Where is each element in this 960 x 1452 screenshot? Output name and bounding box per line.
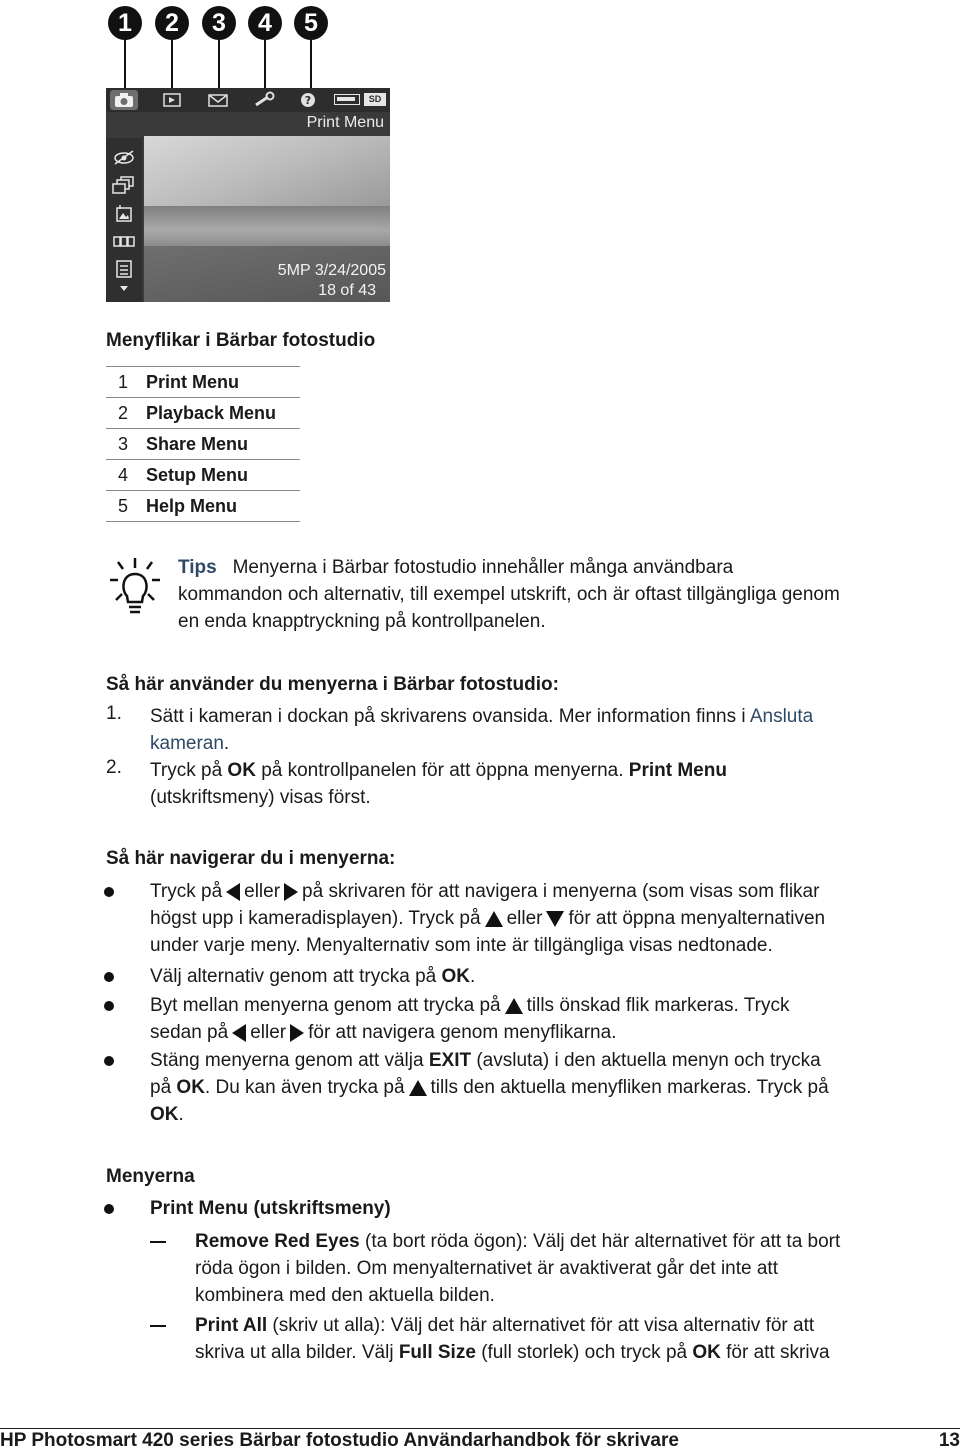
tips-line-1 (178, 554, 733, 581)
text: eller (506, 908, 543, 929)
menu-tab-bar (106, 88, 390, 112)
row-label: Playback Menu (146, 398, 300, 429)
print-all-label: Print All (195, 1315, 268, 1336)
text: eller (250, 1022, 287, 1043)
tips-label: Tips (178, 557, 217, 578)
nav-bullet-3-line-1 (150, 992, 790, 1019)
print-all-icon[interactable] (112, 176, 136, 194)
footer-rule (0, 1428, 960, 1429)
remove-red-eyes-line-2: röda ögon i bilden. Om menyalternativet är avaktiverat går det inte att (195, 1258, 778, 1279)
callout-label: 4 (258, 8, 272, 37)
ok-label: OK (150, 1104, 179, 1125)
left-arrow-icon (232, 1024, 246, 1042)
tips-line-2: kommandon och alternativ, till exempel utskrift, och är oftast tillgängliga genom (178, 584, 840, 605)
callout-stem (124, 40, 126, 90)
bullet (104, 887, 114, 897)
up-arrow-icon (505, 998, 523, 1014)
callout-3 (202, 6, 236, 40)
footer-title: HP Photosmart 420 series Bärbar fotostudio Användarhandbok för skrivare (0, 1430, 679, 1451)
row-number: 2 (106, 398, 146, 429)
text: på kontrollpanelen för att öppna menyerna. (261, 760, 624, 781)
nav-bullet-1-line-1 (150, 878, 819, 905)
text: högst upp i kameradisplayen). Tryck på (150, 908, 481, 929)
text: eller (244, 881, 281, 902)
ok-label: OK (441, 966, 470, 987)
text: på skrivaren för att navigera i menyerna (som visas som flikar (302, 881, 820, 902)
print-sizes-icon[interactable] (112, 232, 136, 250)
ok-label: OK (692, 1342, 721, 1363)
table-row (106, 491, 300, 522)
full-size-icon[interactable] (112, 204, 136, 222)
step-1-text: Sätt i kameran i dockan på skrivarens ovansida. Mer information finns i (150, 706, 746, 727)
right-arrow-icon (290, 1024, 304, 1042)
nav-bullet-4-line-1 (150, 1047, 821, 1074)
row-number: 3 (106, 429, 146, 460)
step-1-line-1 (150, 703, 813, 730)
menu-tabs-table (106, 366, 300, 522)
callout-2 (155, 6, 189, 40)
battery-icon (334, 94, 360, 105)
callout-5 (294, 6, 328, 40)
text: . (178, 1104, 184, 1125)
bullet (104, 1056, 114, 1066)
link-ansluta[interactable]: Ansluta (749, 706, 814, 727)
print-menu-item-label: Print Menu (utskriftsmeny) (150, 1198, 391, 1219)
remove-red-eyes-line-1 (195, 1228, 840, 1255)
remove-red-eyes-line-3: kombinera med den aktuella bilden. (195, 1285, 495, 1306)
text: Byt mellan menyerna genom att trycka på (150, 995, 501, 1016)
dash (150, 1241, 166, 1243)
sd-card-badge: SD (364, 93, 386, 106)
step-2-line-2: (utskriftsmeny) visas först. (150, 787, 371, 808)
print-menu-item (150, 1195, 391, 1222)
index-print-icon[interactable] (112, 260, 136, 278)
right-arrow-icon (284, 883, 298, 901)
nav-bullet-3-line-2 (150, 1019, 616, 1046)
tips-text: Menyerna i Bärbar fotostudio innehåller många användbara (232, 557, 734, 578)
lightbulb-icon (108, 556, 162, 618)
table-row (106, 429, 300, 460)
camera-icon[interactable] (110, 90, 138, 110)
section-title-menus: Menyerna (106, 1166, 195, 1187)
up-arrow-icon (485, 911, 503, 927)
text: Välj alternativ genom att trycka på (150, 966, 437, 987)
row-label: Print Menu (146, 367, 300, 398)
playback-icon[interactable] (158, 90, 186, 110)
bullet (104, 1204, 114, 1214)
resolution-date: 5MP 3/24/2005 (277, 262, 386, 279)
section-title-menu-tabs: Menyflikar i Bärbar fotostudio (106, 330, 376, 351)
photo-sky (144, 136, 390, 206)
step-number: 1. (106, 703, 122, 724)
tips-line-3: en enda knapptryckning på kontrollpanelen. (178, 611, 546, 632)
callout-label: 3 (212, 8, 226, 37)
full-size-label: Full Size (398, 1342, 476, 1363)
text: tills önskad flik markeras. Tryck (526, 995, 790, 1016)
section-title-navigate: Så här navigerar du i menyerna: (106, 848, 396, 869)
print-menu-label: Print Menu (628, 760, 727, 781)
callout-4 (248, 6, 282, 40)
text: . (469, 966, 476, 987)
step-1-line-2 (150, 730, 229, 757)
row-number: 4 (106, 460, 146, 491)
print-all-line-1 (195, 1312, 814, 1339)
print-all-line-2 (195, 1339, 830, 1366)
share-envelope-icon[interactable] (204, 90, 232, 110)
text: (skriv ut alla): Välj det här alternativet för att visa alternativ för att (272, 1315, 815, 1336)
text: (avsluta) i den aktuella menyn och trycka (476, 1050, 821, 1071)
callout-1 (108, 6, 142, 40)
text: sedan på (150, 1022, 229, 1043)
text: Tryck på (150, 760, 223, 781)
row-label: Share Menu (146, 429, 300, 460)
callout-label: 2 (165, 8, 179, 37)
bullet (104, 972, 114, 982)
menu-title: Print Menu (306, 114, 384, 131)
camera-screen (106, 88, 390, 302)
help-question-icon[interactable] (294, 90, 322, 110)
down-arrow-icon (546, 911, 564, 927)
text: Stäng menyerna genom att välja (150, 1050, 424, 1071)
bullet (104, 1001, 114, 1011)
row-number: 1 (106, 367, 146, 398)
callout-stem (171, 40, 173, 90)
page-number: 13 (938, 1430, 960, 1451)
callout-stem (218, 40, 220, 90)
ok-label: OK (176, 1077, 205, 1098)
left-arrow-icon (226, 883, 240, 901)
up-arrow-icon (409, 1080, 427, 1096)
text: skriva ut alla bilder. Välj (195, 1342, 394, 1363)
text: Tryck på (150, 881, 223, 902)
setup-wrench-icon[interactable] (250, 90, 278, 110)
callout-stem (264, 40, 266, 90)
step-number: 2. (106, 757, 122, 778)
image-counter: 18 of 43 (318, 282, 376, 299)
nav-bullet-4-line-2 (150, 1074, 829, 1101)
text: (full storlek) och tryck på (481, 1342, 688, 1363)
row-number: 5 (106, 491, 146, 522)
row-label: Setup Menu (146, 460, 300, 491)
callout-label: 1 (118, 8, 132, 37)
step-1-end: . (223, 733, 230, 754)
text: för att öppna menyalternativen (568, 908, 826, 929)
ok-label: OK (227, 760, 256, 781)
text: (ta bort röda ögon): Välj det här alternativet för att ta bort (365, 1231, 841, 1252)
table-row (106, 460, 300, 491)
table-row (106, 398, 300, 429)
callout-label: 5 (304, 8, 318, 37)
text: för att navigera genom menyflikarna. (308, 1022, 617, 1043)
text: . Du kan även trycka på (204, 1077, 405, 1098)
nav-bullet-2 (150, 963, 475, 990)
red-eye-icon[interactable] (112, 148, 136, 166)
photo-sea (144, 206, 390, 246)
dash (150, 1325, 166, 1327)
row-label: Help Menu (146, 491, 300, 522)
nav-bullet-1-line-3: under varje meny. Menyalternativ som inte är tillgängliga visas nedtonade. (150, 935, 773, 956)
callout-stem (310, 40, 312, 90)
text: för att skriva (726, 1342, 830, 1363)
svg-text:?: ? (304, 94, 312, 107)
scroll-down-icon[interactable] (112, 282, 136, 300)
link-kameran[interactable]: kameran (150, 733, 224, 754)
nav-bullet-4-line-3 (150, 1101, 184, 1128)
section-title-how-to-use: Så här använder du menyerna i Bärbar fotostudio: (106, 674, 559, 695)
menu-side-icons (106, 138, 142, 302)
text: tills den aktuella menyfliken markeras. Tryck på (430, 1077, 829, 1098)
exit-label: EXIT (428, 1050, 472, 1071)
text: på (150, 1077, 172, 1098)
step-2-line-1 (150, 757, 727, 784)
remove-red-eyes-label: Remove Red Eyes (195, 1231, 360, 1252)
nav-bullet-1-line-2 (150, 905, 825, 932)
table-row (106, 367, 300, 398)
